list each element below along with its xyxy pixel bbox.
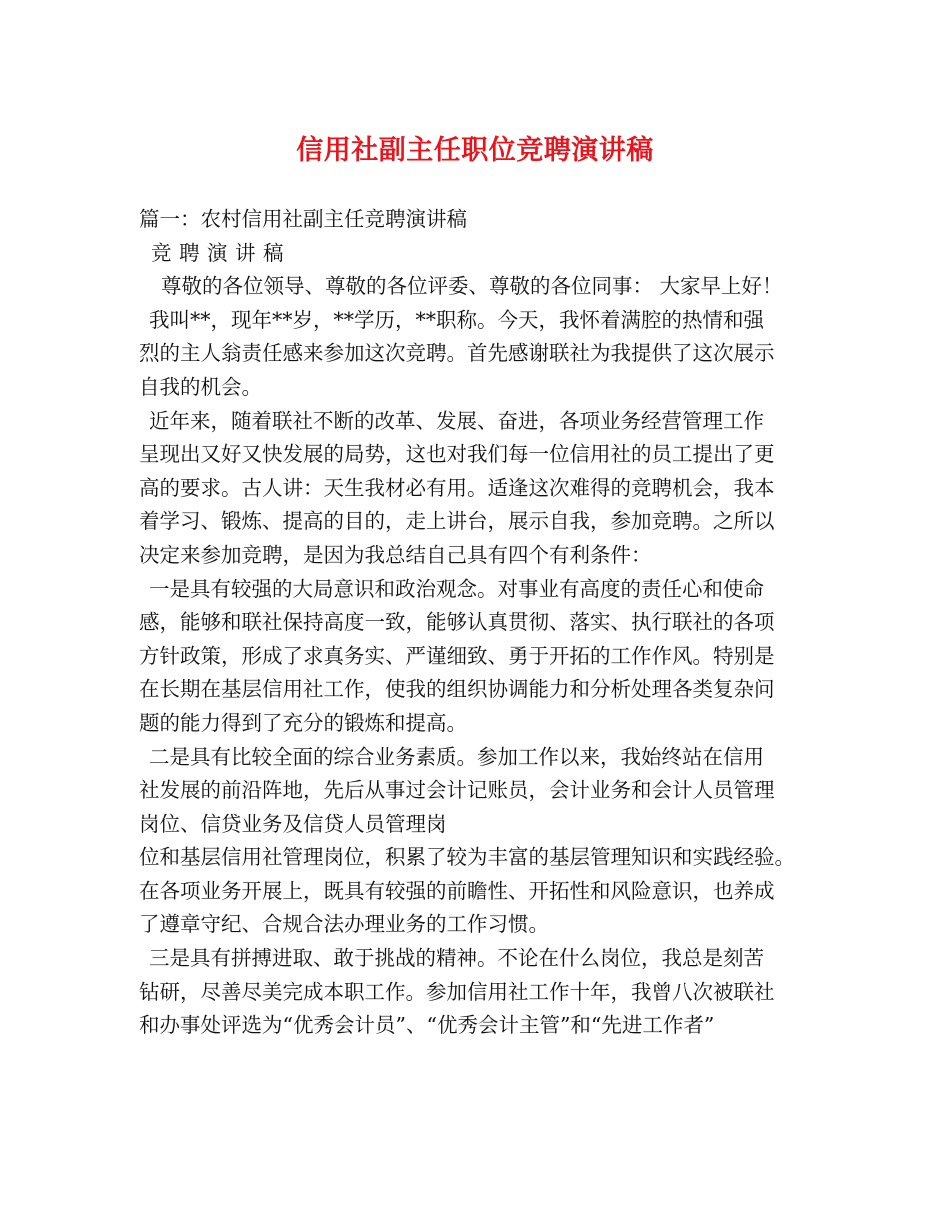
paragraph-line: 和办事处评选为“优秀会计员”、“优秀会计主管”和“先进工作者” <box>139 1013 715 1038</box>
salutation: 尊敬的各位领导、尊敬的各位评委、尊敬的各位同事： 大家早上好！ <box>161 274 783 299</box>
paragraph-line: 三是具有拼搏进取、敢于挑战的精神。不论在什么岗位，我总是刻苦 <box>149 946 764 971</box>
paragraph-line: 一是具有较强的大局意识和政治观念。对事业有高度的责任心和使命 <box>149 576 764 601</box>
paragraph-line: 在各项业务开展上，既具有较强的前瞻性、开拓性和风险意识，也养成 <box>139 878 775 903</box>
paragraph-line: 感，能够和联社保持高度一致，能够认真贯彻、落实、执行联社的各项 <box>139 610 775 635</box>
paragraph-line: 方针政策，形成了求真务实、严谨细致、勇于开拓的工作作风。特别是 <box>139 643 775 668</box>
document-title: 信用社副主任职位竞聘演讲稿 <box>296 135 654 166</box>
speech-heading: 竞聘演讲稿 <box>151 240 291 265</box>
paragraph-line: 二是具有比较全面的综合业务素质。参加工作以来，我始终站在信用 <box>149 744 764 769</box>
paragraph-line: 钻研，尽善尽美完成本职工作。参加信用社工作十年，我曾八次被联社 <box>139 979 775 1004</box>
paragraph-line: 烈的主人翁责任感来参加这次竞聘。首先感谢联社为我提供了这次展示 <box>139 341 775 366</box>
paragraph-line: 自我的机会。 <box>139 374 262 399</box>
paragraph-line: 决定来参加竞聘，是因为我总结自己具有四个有利条件： <box>139 542 652 567</box>
section-heading: 篇一：农村信用社副主任竞聘演讲稿 <box>139 207 467 231</box>
paragraph-line: 在长期在基层信用社工作，使我的组织协调能力和分析处理各类复杂问 <box>139 677 775 702</box>
paragraph-line: 着学习、锻炼、提高的目的，走上讲台，展示自我，参加竞聘。之所以 <box>139 509 775 534</box>
paragraph-line: 了遵章守纪、合规合法办理业务的工作习惯。 <box>139 912 549 937</box>
paragraph-line: 社发展的前沿阵地，先后从事过会计记账员，会计业务和会计人员管理 <box>139 778 775 803</box>
paragraph-line: 我叫**，现年**岁，**学历，**职称。今天，我怀着满腔的热情和强 <box>149 307 764 332</box>
paragraph-line: 近年来，随着联社不断的改革、发展、奋进，各项业务经营管理工作 <box>149 408 764 433</box>
paragraph-line: 呈现出又好又快发展的局势，这也对我们每一位信用社的员工提出了更 <box>139 442 775 467</box>
paragraph-line: 高的要求。古人讲：天生我材必有用。适逢这次难得的竞聘机会，我本 <box>139 475 775 500</box>
paragraph-line: 岗位、信贷业务及信贷人员管理岗 <box>139 811 447 836</box>
paragraph-line: 位和基层信用社管理岗位，积累了较为丰富的基层管理知识和实践经验。 <box>139 845 795 870</box>
document-body <box>139 203 829 1043</box>
paragraph-line: 题的能力得到了充分的锻炼和提高。 <box>139 710 467 735</box>
